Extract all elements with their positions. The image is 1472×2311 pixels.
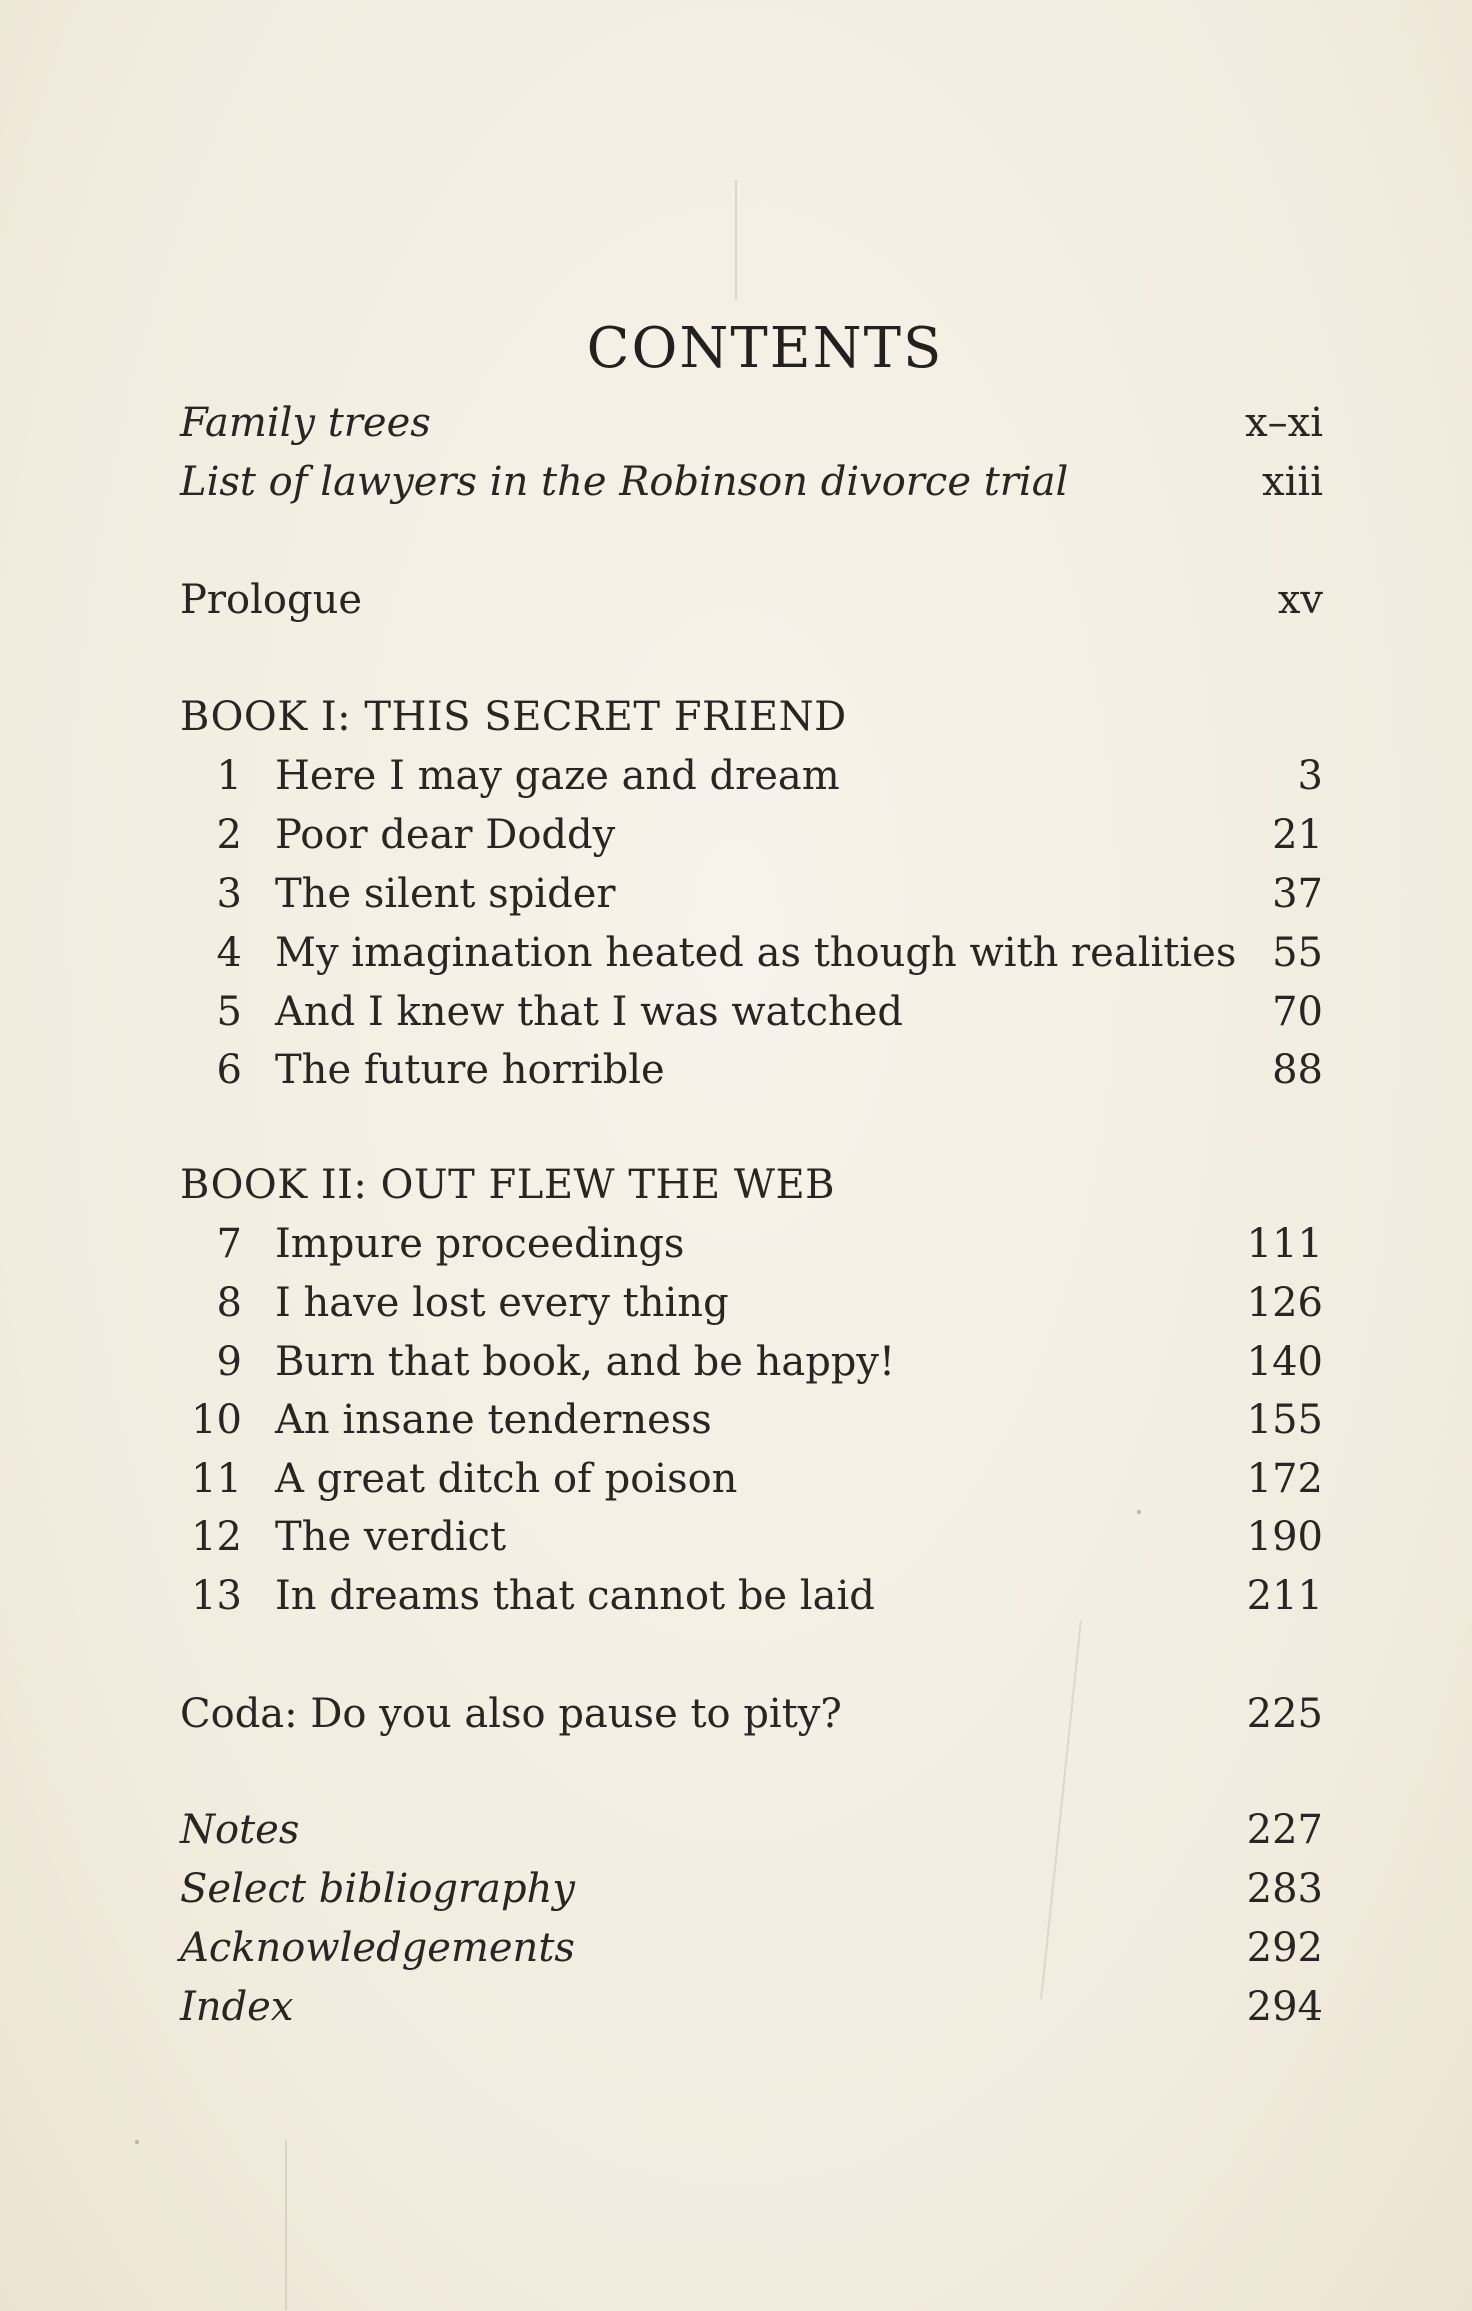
chapter-title: A great ditch of poison	[275, 1456, 738, 1502]
toc-entry-page: 292	[1246, 1925, 1323, 1971]
toc-entry	[180, 1977, 1323, 2037]
toc-entry-label: Acknowledgements	[180, 1925, 575, 1971]
chapter-entry	[180, 1214, 1323, 1274]
toc-entry-page: 283	[1246, 1866, 1323, 1912]
toc-entry-page: xiii	[1262, 459, 1323, 505]
chapter-page: 70	[1272, 989, 1323, 1035]
chapter-number: 3	[216, 871, 242, 917]
chapter-number: 8	[216, 1280, 242, 1326]
toc-entry	[180, 452, 1323, 512]
toc-entry-page: 227	[1246, 1807, 1323, 1853]
chapter-page: 140	[1246, 1339, 1323, 1385]
toc-entry-label: List of lawyers in the Robinson divorce trial	[180, 459, 1069, 505]
book-heading	[180, 1155, 1323, 1215]
chapter-page: 111	[1246, 1221, 1323, 1267]
chapter-page: 190	[1246, 1514, 1323, 1560]
chapter-entry	[180, 1040, 1323, 1100]
chapter-title: In dreams that cannot be laid	[275, 1573, 875, 1619]
page-title: CONTENTS	[586, 315, 944, 381]
chapter-number: 13	[191, 1573, 242, 1619]
chapter-page: 172	[1246, 1456, 1323, 1502]
page-crease	[285, 2140, 287, 2310]
chapter-number: 7	[216, 1221, 242, 1267]
chapter-entry	[180, 1449, 1323, 1509]
chapter-page: 55	[1272, 930, 1323, 976]
book-heading-label: BOOK II: OUT FLEW THE WEB	[180, 1162, 836, 1208]
chapter-number: 5	[216, 989, 242, 1035]
toc-entry-page: 294	[1246, 1984, 1323, 2030]
chapter-title: I have lost every thing	[275, 1280, 729, 1326]
chapter-title: My imagination heated as though with realities	[275, 930, 1237, 976]
chapter-title: Burn that book, and be happy!	[275, 1339, 896, 1385]
toc-entry-label: Family trees	[180, 400, 431, 446]
chapter-title: The future horrible	[275, 1047, 665, 1093]
chapter-entry	[180, 1390, 1323, 1450]
chapter-entry	[180, 982, 1323, 1042]
toc-entry	[180, 1800, 1323, 1860]
chapter-entry	[180, 746, 1323, 806]
toc-entry-label: Coda: Do you also pause to pity?	[180, 1691, 842, 1737]
chapter-page: 211	[1246, 1573, 1323, 1619]
toc-entry	[180, 393, 1323, 453]
chapter-page: 126	[1246, 1280, 1323, 1326]
chapter-title: An insane tenderness	[275, 1397, 712, 1443]
chapter-page: 3	[1297, 753, 1323, 799]
chapter-entry	[180, 1507, 1323, 1567]
chapter-number: 4	[216, 930, 242, 976]
chapter-page: 155	[1246, 1397, 1323, 1443]
toc-entry	[180, 1684, 1323, 1744]
toc-entry-label: Notes	[180, 1807, 300, 1853]
chapter-entry	[180, 923, 1323, 983]
chapter-page: 21	[1272, 812, 1323, 858]
chapter-page: 37	[1272, 871, 1323, 917]
chapter-entry	[180, 864, 1323, 924]
paper-speck	[135, 2140, 139, 2144]
toc-entry-page: 225	[1246, 1691, 1323, 1737]
page-crease	[735, 180, 737, 300]
chapter-entry	[180, 1332, 1323, 1392]
chapter-title: Poor dear Doddy	[275, 812, 616, 858]
chapter-number: 11	[191, 1456, 242, 1502]
chapter-number: 12	[191, 1514, 242, 1560]
toc-entry-label: Index	[180, 1984, 294, 2030]
book-heading-label: BOOK I: THIS SECRET FRIEND	[180, 694, 847, 740]
chapter-title: The silent spider	[275, 871, 616, 917]
toc-entry	[180, 1918, 1323, 1978]
toc-entry-label: Select bibliography	[180, 1866, 575, 1912]
chapter-title: Impure proceedings	[275, 1221, 685, 1267]
chapter-title: The verdict	[275, 1514, 507, 1560]
chapter-title: And I knew that I was watched	[275, 989, 904, 1035]
chapter-number: 6	[216, 1047, 242, 1093]
chapter-title: Here I may gaze and dream	[275, 753, 840, 799]
toc-entry-label: Prologue	[180, 577, 363, 623]
chapter-entry	[180, 1566, 1323, 1626]
chapter-number: 1	[216, 753, 242, 799]
chapter-number: 2	[216, 812, 242, 858]
chapter-entry	[180, 805, 1323, 865]
chapter-page: 88	[1272, 1047, 1323, 1093]
chapter-number: 10	[191, 1397, 242, 1443]
toc-entry-page: x–xi	[1245, 400, 1323, 446]
book-heading	[180, 687, 1323, 747]
toc-entry	[180, 1859, 1323, 1919]
toc-entry-page: xv	[1277, 577, 1323, 623]
toc-entry	[180, 570, 1323, 630]
chapter-entry	[180, 1273, 1323, 1333]
chapter-number: 9	[216, 1339, 242, 1385]
